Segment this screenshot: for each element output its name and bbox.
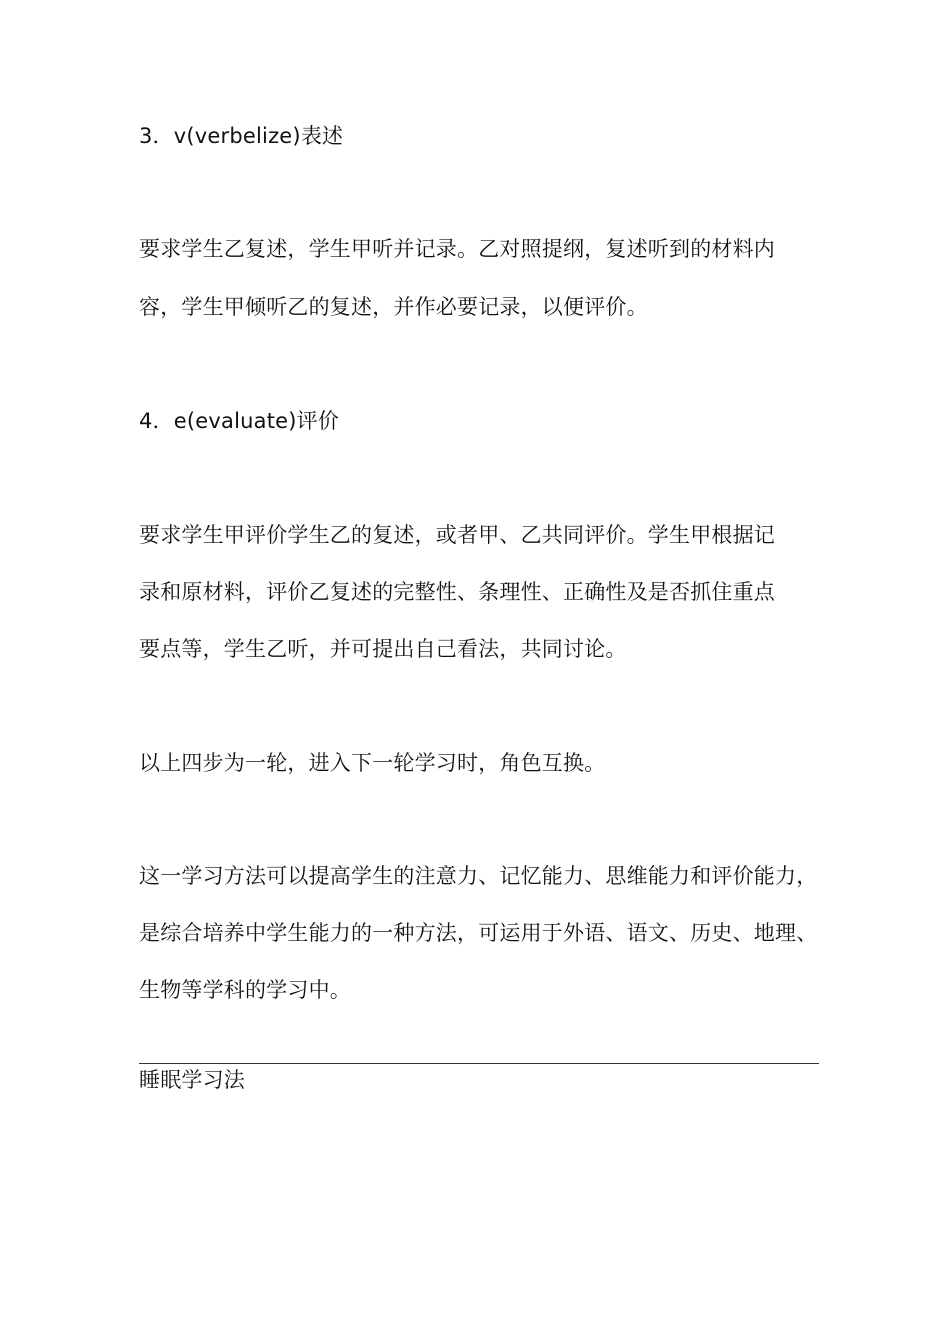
paragraph-line: 要点等，学生乙听，并可提出自己看法，共同讨论。	[139, 637, 627, 661]
conclusion-line: 这一学习方法可以提高学生的注意力、记忆能力、思维能力和评价能力，	[139, 864, 818, 888]
paragraph-line: 录和原材料，评价乙复述的完整性、条理性、正确性及是否抓住重点	[139, 580, 775, 604]
section-heading-evaluate: 4．e(evaluate)评价	[139, 409, 340, 433]
section-divider	[139, 1063, 819, 1064]
paragraph-line: 要求学生甲评价学生乙的复述，或者甲、乙共同评价。学生甲根据记	[139, 523, 775, 547]
section-heading-verbalize: 3．v(verbelize)表述	[139, 124, 344, 148]
summary-line: 以上四步为一轮，进入下一轮学习时，角色互换。	[139, 751, 606, 775]
paragraph-line: 要求学生乙复述，学生甲听并记录。乙对照提纲，复述听到的材料内	[139, 237, 775, 261]
conclusion-line: 生物等学科的学习中。	[139, 978, 351, 1002]
paragraph-line: 容，学生甲倾听乙的复述，并作必要记录，以便评价。	[139, 295, 648, 319]
conclusion-line: 是综合培养中学生能力的一种方法，可运用于外语、语文、历史、地理、	[139, 921, 818, 945]
next-section-heading: 睡眠学习法	[139, 1068, 245, 1092]
